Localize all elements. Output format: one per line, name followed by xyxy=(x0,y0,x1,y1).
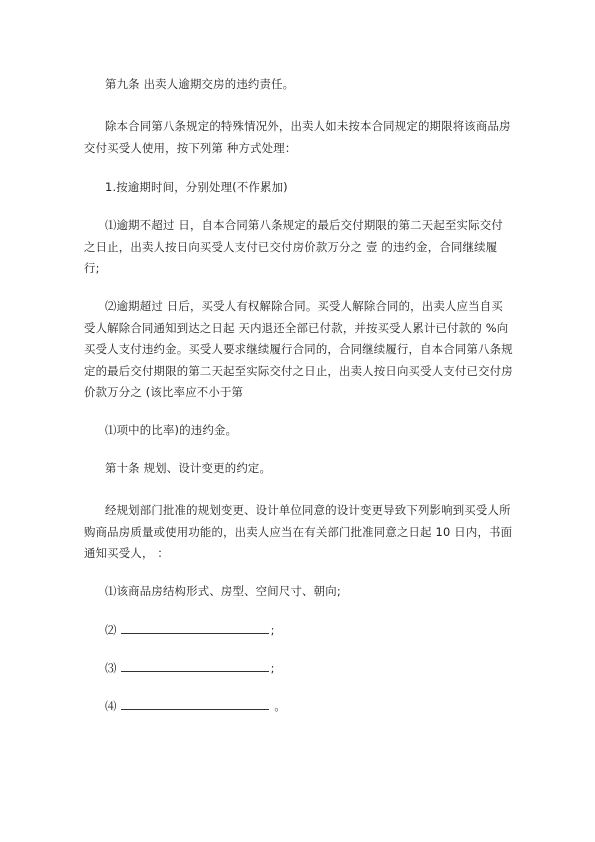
article-9-sub2-line-2: 受人解除合同通知到达之日起 天内退还全部已付款，并按买受人累计已付款的 %向 xyxy=(84,321,509,335)
item-2-end: ; xyxy=(270,623,275,637)
item-4-end: 。 xyxy=(270,699,287,713)
article-9-item-1: 1.按逾期时间，分别处理(不作累加) xyxy=(105,180,288,194)
article-9-sub2-line-4: 定的最后交付期限的第二天起至实际交付之日止，出卖人按日向买受人支付已交付房 xyxy=(84,364,513,378)
article-10-item-1: ⑴该商品房结构形式、房型、空间尺寸、朝向; xyxy=(105,584,341,598)
article-9-sub1-line-3: 行; xyxy=(84,261,100,275)
article-10-title: 第十条 规划、设计变更的约定。 xyxy=(105,461,272,475)
article-10-body-line-1: 经规划部门批准的规划变更、设计单位同意的设计变更导致下列影响到买受人所 xyxy=(105,503,511,517)
article-9-sub1-line-1: ⑴逾期不超过 日，自本合同第八条规定的最后交付期限的第二天起至实际交付 xyxy=(105,218,503,232)
article-9-sub2-line-5: 价款万分之 (该比率应不小于第 xyxy=(84,385,244,399)
article-10-item-2 xyxy=(105,622,275,637)
article-9-sub1-line-2: 之日止，出卖人按日向买受人支付已交付房价款万分之 壹 的违约金，合同继续履 xyxy=(84,240,498,254)
item-4-fill-blank[interactable] xyxy=(121,698,269,710)
article-9-intro-line-2: 交付买受人使用，按下列第 种方式处理： xyxy=(84,141,297,155)
article-10-body-line-2: 购商品房质量或使用功能的，出卖人应当在有关部门批准同意之日起 10 日内，书面 xyxy=(84,525,513,539)
item-3-end: ; xyxy=(270,661,275,675)
item-4-label: ⑷ xyxy=(105,699,117,713)
article-10-body-line-3: 通知买受人， ： xyxy=(84,546,169,560)
article-9-sub2-line-1: ⑵逾期超过 日后，买受人有权解除合同。买受人解除合同的，出卖人应当自买 xyxy=(105,299,503,313)
article-9-title: 第九条 出卖人逾期交房的违约责任。 xyxy=(105,77,295,91)
item-3-label: ⑶ xyxy=(105,661,117,675)
item-3-fill-blank[interactable] xyxy=(121,660,269,672)
article-10-item-3 xyxy=(105,660,275,675)
article-9-sub2-line-3: 买受人支付违约金。买受人要求继续履行合同的，合同继续履行，自本合同第八条规 xyxy=(84,342,513,356)
article-9-intro-line-1: 除本合同第八条规定的特殊情况外，出卖人如未按本合同规定的期限将该商品房 xyxy=(105,119,511,133)
article-9-sub2-line-6: ⑴项中的比率)的违约金。 xyxy=(105,423,238,437)
item-2-label: ⑵ xyxy=(105,623,117,637)
item-2-fill-blank[interactable] xyxy=(121,622,269,634)
article-10-item-4 xyxy=(105,698,286,713)
